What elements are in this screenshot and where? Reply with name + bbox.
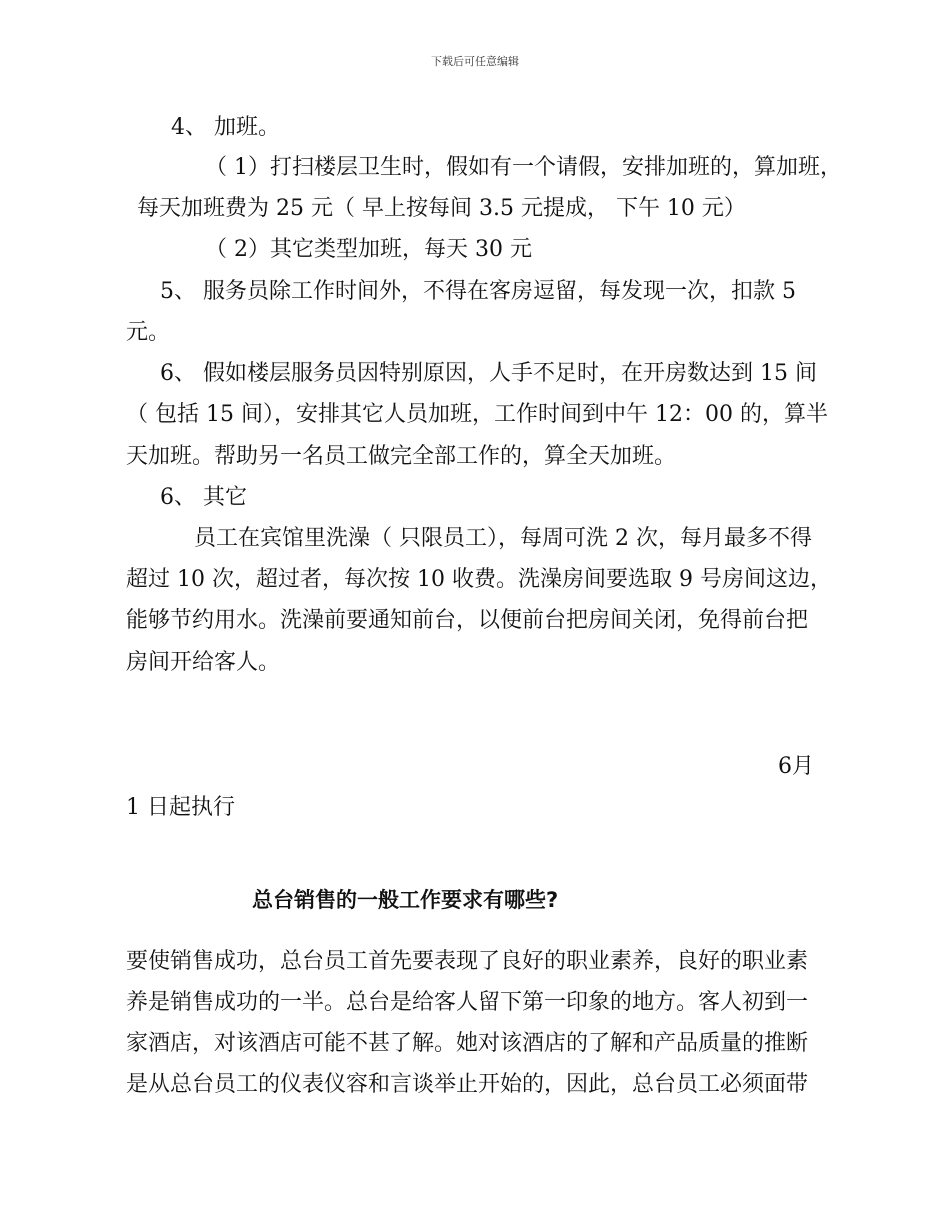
section-paragraph-line-1: 要使销售成功，总台员工首先要表现了良好的职业素养，良好的职业素 (126, 949, 809, 974)
section-paragraph-line-4: 是从总台员工的仪表仪容和言谈举止开始的，因此，总台员工必须面带 (126, 1072, 809, 1097)
item-6-line-2: （ 包括 15 间），安排其它人员加班，工作时间到中午 12：00 的，算半 (126, 402, 828, 427)
item-4-overtime: 4、 加班。 (171, 115, 280, 140)
overtime-rule-1-line-2: 每天加班费为 25 元（ 早上按每间 3.5 元提成， 下午 10 元） (137, 196, 746, 221)
section-paragraph-line-2: 养是销售成功的一半。总台是给客人留下第一印象的地方。客人初到一 (126, 990, 809, 1015)
item-6-other: 6、 其它 (160, 485, 247, 510)
shower-rule-line-3: 能够节约用水。洗澡前要通知前台，以便前台把房间关闭，免得前台把 (126, 608, 809, 633)
item-6-line-1: 6、 假如楼层服务员因特别原因，人手不足时，在开房数达到 15 间 (160, 361, 817, 386)
item-5-line-2: 元。 (126, 320, 171, 345)
shower-rule-line-1: 员工在宾馆里洗澡（ 只限员工），每周可洗 2 次，每月最多不得 (194, 526, 812, 551)
shower-rule-line-4: 房间开给客人。 (126, 650, 281, 675)
overtime-rule-2: （ 2）其它类型加班，每天 30 元 (205, 237, 532, 262)
shower-rule-line-2: 超过 10 次，超过者，每次按 10 收费。洗澡房间要选取 9 号房间这边， (126, 567, 832, 592)
section-heading: 总台销售的一般工作要求有哪些? (252, 888, 559, 912)
item-6-line-3: 天加班。帮助另一名员工做完全部工作的，算全天加班。 (126, 444, 677, 469)
effective-date-month: 6月 (778, 754, 814, 779)
overtime-rule-1-line-1: （ 1）打扫楼层卫生时，假如有一个请假，安排加班的，算加班， (205, 155, 842, 180)
page-header: 下载后可任意编辑 (431, 55, 519, 68)
effective-date-day: 1 日起执行 (126, 795, 235, 820)
item-5-line-1: 5、 服务员除工作时间外，不得在客房逗留，每发现一次，扣款 5 (160, 279, 796, 304)
section-paragraph-line-3: 家酒店，对该酒店可能不甚了解。她对该酒店的了解和产品质量的推断 (126, 1031, 809, 1056)
